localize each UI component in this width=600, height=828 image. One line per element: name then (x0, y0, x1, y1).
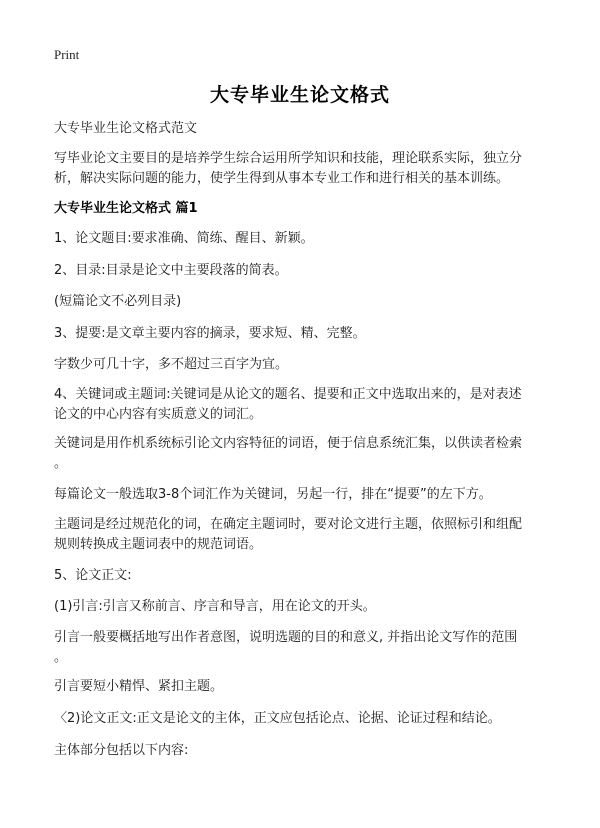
paragraph-main-body-contents: 主体部分包括以下内容: (54, 743, 189, 758)
print-label: Print (54, 47, 80, 62)
paragraph-keywords-usage (54, 434, 554, 474)
paragraph-toc-note: (短篇论文不必列目录) (54, 294, 182, 309)
paragraph-body-heading: 5、论文正文: (54, 568, 132, 583)
intro-line: 析，解决实际问题的能力，使学生得到从事本专业工作和进行相关的基本训练。 (54, 171, 510, 186)
paragraph-line: 关键词是用作机系统标引论文内容特征的词语，便于信息系统汇集，以供读者检索 (54, 436, 523, 451)
paragraph-title-requirement: 1、论文题目:要求准确、简练、醒目、新颖。 (54, 231, 314, 246)
paragraph-introduction-detail (54, 628, 554, 668)
paragraph-keywords (54, 385, 554, 425)
paragraph-line: 。 (54, 456, 68, 471)
paragraph-line: 规则转换成主题词表中的规范词语。 (54, 537, 263, 552)
paragraph-keywords-count: 每篇论文一般选取3-8个词汇作为关键词，另起一行，排在“提要”的左下方。 (54, 487, 492, 502)
paragraph-abstract-length: 字数少可几十字，多不超过三百字为宜。 (54, 357, 289, 372)
intro-line: 写毕业论文主要目的是培养学生综合运用所学知识和技能，理论联系实际，独立分 (54, 151, 523, 166)
paragraph-subject-terms (54, 515, 554, 555)
intro-paragraph (54, 149, 554, 189)
paragraph-line: 主题词是经过规范化的词，在确定主题词时，要对论文进行主题，依照标引和组配 (54, 517, 523, 532)
paragraph-main-body: 〈2)论文正文:正文是论文的主体，正文应包括论点、论据、论证过程和结论。 (54, 711, 501, 726)
paragraph-toc: 2、目录:目录是论文中主要段落的简表。 (54, 263, 288, 278)
section-heading: 大专毕业生论文格式 篇1 (54, 201, 198, 216)
paragraph-line: 。 (54, 650, 68, 665)
paragraph-line: 论文的中心内容有实质意义的词汇。 (54, 407, 263, 422)
paragraph-line: 引言一般要概括地写出作者意图，说明选题的目的和意义, 并指出论文写作的范围 (54, 630, 518, 645)
paragraph-abstract: 3、提要:是文章主要内容的摘录，要求短、精、完整。 (54, 326, 366, 341)
paragraph-line: 4、关键词或主题词:关键词是从论文的题名、提要和正文中选取出来的，是对表述 (54, 387, 522, 402)
paragraph-introduction-concise: 引言要短小精悍、紧扣主题。 (54, 679, 224, 694)
document-subtitle: 大专毕业生论文格式范文 (54, 121, 198, 136)
paragraph-introduction: (1)引言:引言又称前言、序言和导言，用在论文的开头。 (54, 599, 376, 614)
page-title: 大专毕业生论文格式 (209, 84, 390, 106)
